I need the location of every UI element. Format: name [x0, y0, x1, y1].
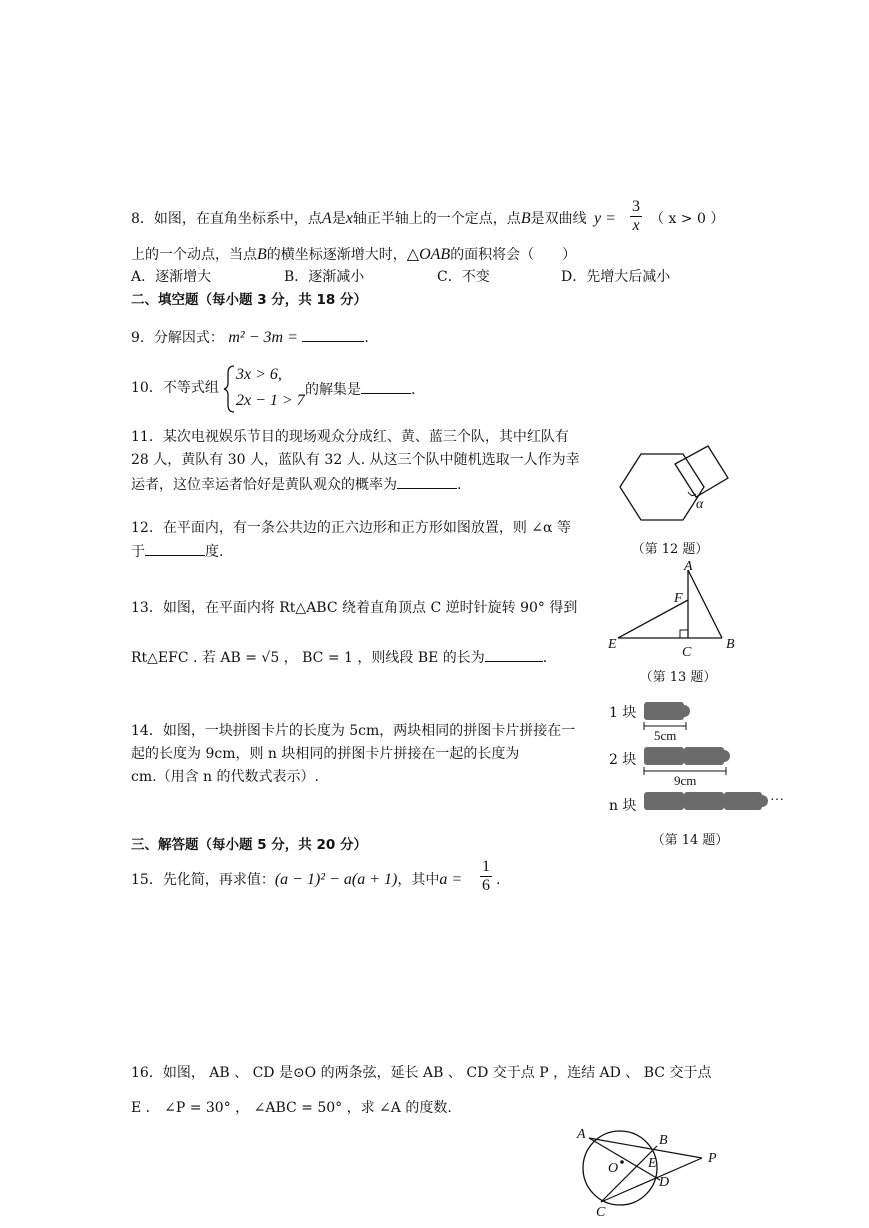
q8-option-b: B．逐渐减小	[284, 269, 365, 285]
q12-hexagon-square-figure	[618, 440, 748, 520]
q8-condition: （ x > 0 ）	[650, 211, 725, 227]
q8-hyperbola-lhs: y =	[594, 210, 616, 227]
q16-line2: E ． ∠P = 30° ， ∠ABC = 50° ，求 ∠A 的度数.	[131, 1100, 452, 1116]
q13-line1: 13．如图，在平面内将 Rt△ABC 绕着直角顶点 C 逆时针旋转 90° 得到	[131, 600, 578, 616]
q12-alpha-label: α	[696, 497, 704, 512]
q16-label-o: O	[608, 1161, 619, 1176]
q14-row-2-label: 2 块	[609, 752, 637, 768]
q14-line3: cm.（用含 n 的代数式表示）.	[131, 769, 319, 785]
q10-inequality-2: 2x − 1 > 7	[236, 392, 305, 409]
q13-triangle-figure	[605, 560, 755, 660]
q16-line1: 16．如图， AB 、 CD 是⊙O 的两条弦，延长 AB 、 CD 交于点 P ，连结 AD 、 BC 交于点	[131, 1065, 712, 1081]
q16-label-c: C	[596, 1205, 606, 1220]
q14-ellipsis: ···	[770, 793, 784, 808]
q16-circle-figure	[572, 1126, 732, 1226]
q14-line2: 起的长度为 9cm，则 n 块相同的拼图卡片拼接在一起的长度为	[131, 746, 520, 762]
q10-tail: 的解集是 .	[305, 379, 415, 399]
q16-label-e: E	[648, 1156, 657, 1171]
q11-answer-blank	[397, 474, 457, 489]
q14-row-n-label: n 块	[609, 798, 637, 814]
q8-option-a: A．逐渐增大	[131, 269, 212, 285]
q11-line2: 28 人，黄队有 30 人，蓝队有 32 人. 从这三个队中随机选取一人作为幸	[131, 452, 580, 468]
q14-row-1-label: 1 块	[609, 705, 637, 721]
q15-end: .	[496, 872, 501, 888]
q16-label-p: P	[708, 1151, 717, 1166]
q14-line1: 14．如图，一块拼图卡片的长度为 5cm，两块相同的拼图卡片拼接在一	[131, 723, 576, 739]
q16-label-a: A	[577, 1127, 586, 1142]
q13-label-f: F	[674, 591, 683, 606]
q13-answer-blank	[485, 647, 543, 662]
puzzle-piece	[684, 792, 724, 810]
q8-option-d: D．先增大后减小	[561, 269, 671, 285]
q10-label: 10．不等式组	[131, 380, 219, 396]
q12-line1: 12．在平面内，有一条公共边的正六边形和正方形如图放置，则 ∠α 等	[131, 520, 571, 536]
q11-line1: 11．某次电视娱乐节目的现场观众分成红、黄、蓝三个队，其中红队有	[131, 429, 569, 445]
q12-caption: （第 12 题）	[631, 542, 709, 557]
q11-line3: 运者，这位幸运者恰好是黄队观众的概率为 .	[131, 474, 461, 494]
q9-answer-blank	[302, 327, 364, 342]
q12-answer-blank	[145, 541, 205, 556]
q13-label-c: C	[682, 645, 692, 660]
q12-line2: 于 度.	[131, 541, 223, 561]
q14-dim-9cm: 9cm	[674, 773, 697, 788]
q15-fraction: $\frac{1}{6}$	[482, 858, 490, 894]
q10-brace	[224, 365, 236, 413]
q8-line1: 8．如图，在直角坐标系中，点A是x轴正半轴上的一个定点，点B是双曲线	[131, 210, 587, 227]
q13-caption: （第 13 题）	[639, 670, 717, 685]
q13-label-b: B	[726, 637, 735, 652]
q8-option-c: C．不变	[437, 269, 490, 285]
section-fill-in-heading: 二、填空题（每小题 3 分，共 18 分）	[131, 292, 367, 308]
q8-hyperbola-fraction: $\frac{3}{x}$	[632, 198, 640, 234]
q10-answer-blank	[361, 379, 411, 394]
q15: 15．先化简，再求值：(a − 1)² − a(a + 1)，其中a =	[131, 871, 463, 888]
q13-label-e: E	[608, 637, 617, 652]
q10-inequality-1: 3x > 6,	[236, 366, 282, 383]
puzzle-piece	[644, 747, 684, 765]
q14-puzzle-figure	[640, 692, 790, 812]
q9: 9．分解因式： m² − 3m = .	[131, 329, 369, 346]
hexagon-shape	[620, 454, 704, 520]
puzzle-piece	[644, 792, 684, 810]
q14-dim-5cm: 5cm	[654, 728, 677, 743]
q13-line2: Rt△EFC . 若 AB = √5 ， BC = 1 ，则线段 BE 的长为 .	[131, 647, 547, 667]
section-answer-heading: 三、解答题（每小题 5 分，共 20 分）	[131, 837, 367, 853]
q14-caption: （第 14 题）	[651, 833, 729, 848]
q13-label-a: A	[684, 559, 693, 574]
q16-label-b: B	[659, 1133, 668, 1148]
q16-label-d: D	[659, 1175, 670, 1190]
q8-line2: 上的一个动点，当点B的横坐标逐渐增大时，△OAB的面积将会（ ）	[131, 246, 577, 263]
